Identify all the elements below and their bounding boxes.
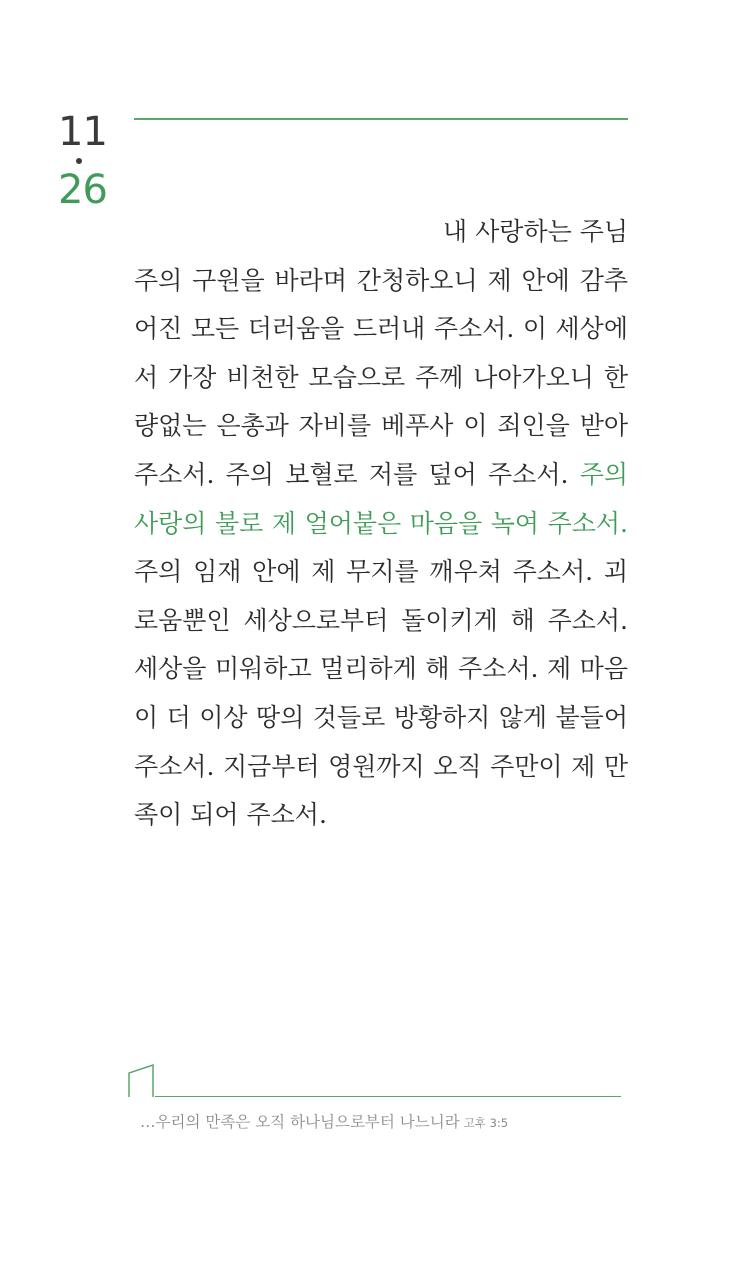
verse-line	[140, 1110, 508, 1132]
header-divider	[134, 118, 628, 120]
verse-divider	[155, 1096, 621, 1097]
prayer-opening: 내 사랑하는 주님	[443, 217, 628, 246]
prayer-highlight: 주의 사랑의 불로 제 얼어붙은 마음을 녹여 주소서.	[134, 459, 628, 538]
verse-text: …우리의 만족은 오직 하나님으로부터 나느니라	[140, 1113, 460, 1131]
date-day: 26	[58, 167, 107, 213]
prayer-text	[134, 208, 628, 840]
verse-reference: 고후 3:5	[463, 1116, 509, 1130]
prayer-body-part1: 주의 구원을 바라며 간청하오니 제 안에 감추어진 모든 더러움을 드러내 주소서. 이 세상에서 가장 비천한 모습으로 주께 나아가오니 한량없는 은총과 자비를 베푸사 이 죄인을 받아주소서. 주의 보혈로 저를 덮어 주소서.	[134, 265, 628, 489]
date-separator-dot	[76, 158, 82, 164]
date-block	[58, 108, 118, 212]
verse-tab-icon	[128, 1064, 158, 1098]
date-month: 11	[58, 109, 107, 155]
prayer-body-part2: 주의 임재 안에 제 무지를 깨우쳐 주소서. 괴로움뿐인 세상으로부터 돌이키게 해 주소서. 세상을 미워하고 멀리하게 해 주소서. 제 마음이 더 이상 땅의 것들로 방황하지 않게 붙들어 주소서. 지금부터 영원까지 오직 주만이 제 만족이 되어 주소서.	[134, 557, 628, 830]
